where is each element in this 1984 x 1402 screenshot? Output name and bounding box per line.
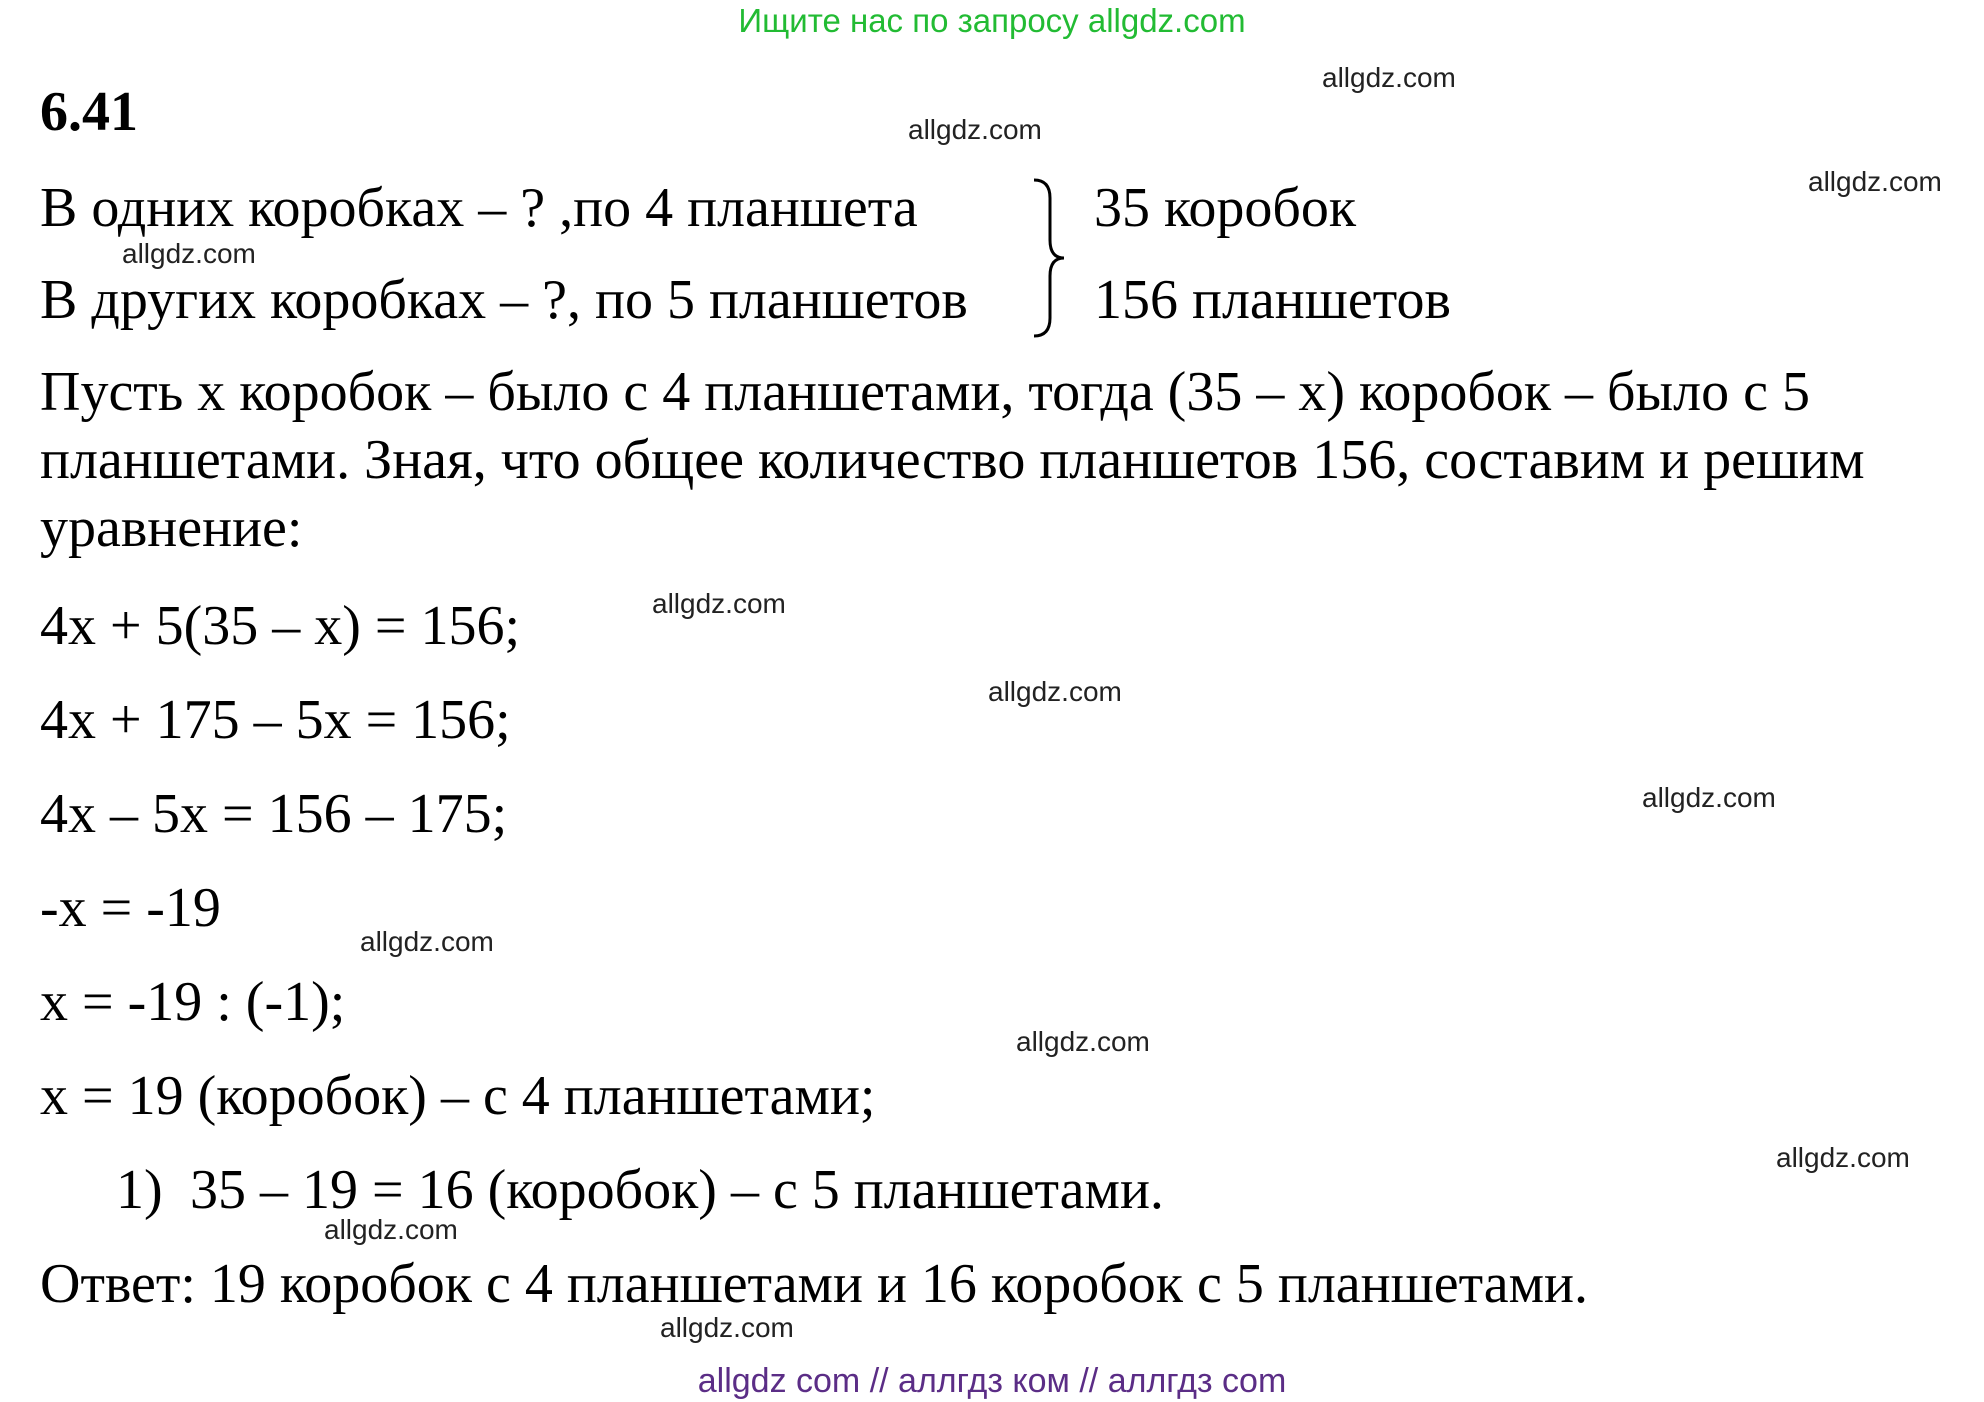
watermark: allgdz.com [1776, 1142, 1910, 1173]
task-number: 6.41 [40, 81, 138, 143]
total-boxes: 35 коробок [1094, 177, 1357, 239]
condition-line-1: В одних коробках – ? ,по 4 планшета [40, 177, 918, 239]
watermark: allgdz.com [908, 114, 1042, 145]
explanation-line-2: планшетами. Зная, что общее количество планшетов 156, составим и решим [40, 429, 1865, 491]
watermark: allgdz.com [1642, 782, 1776, 813]
list-item-number: 1) [116, 1159, 163, 1221]
footer-links[interactable]: allgdz com // аллгдз ком // аллгдз com [697, 1362, 1287, 1400]
watermark: allgdz.com [988, 676, 1122, 707]
watermark: allgdz.com [122, 238, 256, 269]
explanation-line-3: уравнение: [40, 497, 303, 559]
equation-step-3: 4х – 5х = 156 – 175; [40, 783, 508, 845]
equation-step-1: 4х + 5(35 – х) = 156; [40, 595, 521, 657]
search-banner: Ищите нас по запросу allgdz.com [738, 2, 1246, 39]
watermark: allgdz.com [1322, 62, 1456, 93]
equation-step-6: х = 19 (коробок) – с 4 планшетами; [40, 1065, 876, 1127]
watermark: allgdz.com [324, 1214, 458, 1245]
explanation-line-1: Пусть х коробок – было с 4 планшетами, тогда (35 – х) коробок – было с 5 [40, 361, 1810, 423]
watermark: allgdz.com [1808, 166, 1942, 197]
total-tablets: 156 планшетов [1094, 269, 1451, 331]
watermark: allgdz.com [652, 588, 786, 619]
watermark: allgdz.com [360, 926, 494, 957]
condition-line-2: В других коробках – ?, по 5 планшетов [40, 269, 968, 331]
watermark: allgdz.com [1016, 1026, 1150, 1057]
equation-step-2: 4х + 175 – 5х = 156; [40, 689, 511, 751]
equation-step-5: х = -19 : (-1); [40, 971, 346, 1033]
answer-line: Ответ: 19 коробок с 4 планшетами и 16 коробок с 5 планшетами. [40, 1253, 1588, 1315]
equation-step-4: -х = -19 [40, 877, 221, 939]
watermark: allgdz.com [660, 1312, 794, 1343]
curly-brace-icon [1030, 176, 1070, 340]
list-item-text: 35 – 19 = 16 (коробок) – с 5 планшетами. [190, 1159, 1164, 1221]
